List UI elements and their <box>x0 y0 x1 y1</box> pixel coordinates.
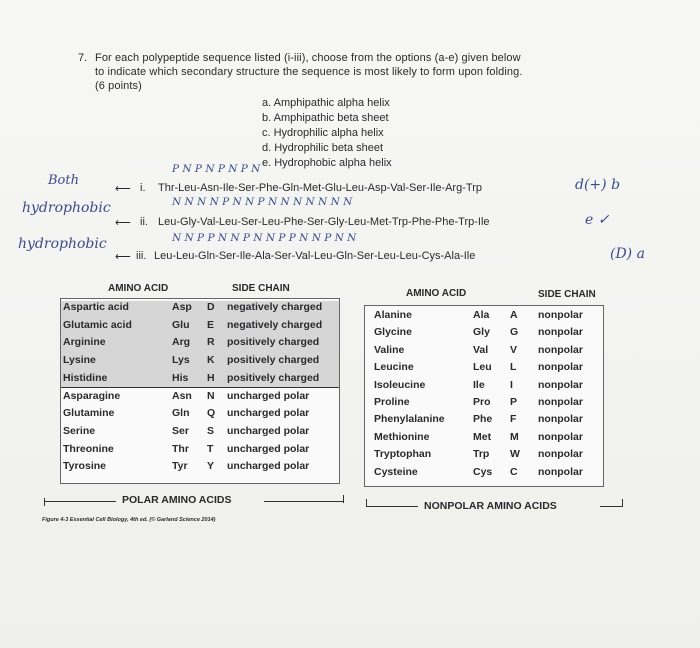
cell-abbr: Thr <box>172 442 189 455</box>
cell-name: Valine <box>374 343 405 356</box>
cell-code: V <box>510 343 518 356</box>
handwritten-hydrophobic-iii: hydrophobic <box>18 236 107 252</box>
bracket-line <box>600 506 622 507</box>
cell-name: Isoleucine <box>374 378 426 391</box>
cell-name: Alanine <box>374 309 412 321</box>
cell-abbr: His <box>172 371 189 384</box>
cell-abbr: Tyr <box>172 460 188 473</box>
cell-name: Asparagine <box>63 389 121 402</box>
bracket-line <box>264 501 344 502</box>
handwritten-marks-i: P N P N P N P N <box>172 163 261 175</box>
bracket-left <box>44 498 45 506</box>
polar-label: POLAR AMINO ACIDS <box>122 494 232 506</box>
cell-code: T <box>207 442 214 455</box>
cell-code: N <box>207 389 215 402</box>
arrow-icon: ⟵ <box>115 217 131 229</box>
question-line-1: For each polypeptide sequence listed (i-iii), choose from the options (a-e) given below <box>95 52 521 64</box>
cell-abbr: Arg <box>172 336 191 349</box>
option-b: b. Amphipathic beta sheet <box>262 112 389 124</box>
cell-abbr: Pro <box>473 396 491 408</box>
cell-name: Threonine <box>63 442 114 455</box>
header-side-chain-nonpolar: SIDE CHAIN <box>538 289 596 300</box>
sequence-i-number: i. <box>140 182 146 194</box>
arrow-icon: ⟵ <box>115 251 131 263</box>
cell-abbr: Gly <box>473 326 490 339</box>
cell-name: Methionine <box>374 430 430 443</box>
question-line-2: to indicate which secondary structure the sequence is most likely to form upon folding. <box>95 66 523 78</box>
sequence-ii-number: ii. <box>140 216 148 228</box>
bracket-right <box>622 499 623 507</box>
cell-chain: nonpolar <box>538 448 583 461</box>
cell-code: Q <box>207 407 216 420</box>
cell-abbr: Lys <box>172 354 190 367</box>
cell-code: W <box>510 448 520 461</box>
option-a: a. Amphipathic alpha helix <box>262 97 390 109</box>
cell-chain: nonpolar <box>538 361 583 374</box>
cell-code: D <box>207 301 215 313</box>
cell-chain: nonpolar <box>538 396 583 408</box>
cell-chain: negatively charged <box>227 318 323 331</box>
handwritten-marks-iii: N N P P N N P N N P P N N P N N <box>172 232 357 244</box>
cell-abbr: Cys <box>473 465 493 478</box>
cell-code: L <box>510 361 517 374</box>
question-number: 7. <box>78 52 88 64</box>
cell-abbr: Asn <box>172 389 192 402</box>
sequence-ii: Leu-Gly-Val-Leu-Ser-Leu-Phe-Ser-Gly-Leu-Met-Trp-Phe-Phe-Trp-Ile <box>158 216 490 228</box>
cell-name: Arginine <box>63 336 106 349</box>
nonpolar-label: NONPOLAR AMINO ACIDS <box>424 500 557 512</box>
cell-abbr: Asp <box>172 301 192 313</box>
cell-code: I <box>510 378 513 391</box>
handwritten-hydrophobic-ii: hydrophobic <box>22 200 111 216</box>
cell-chain: positively charged <box>227 371 320 384</box>
cell-abbr: Phe <box>473 413 493 426</box>
cell-abbr: Glu <box>172 318 190 331</box>
cell-code: G <box>510 326 519 339</box>
cell-code: H <box>207 371 215 384</box>
cell-code: Y <box>207 460 215 473</box>
cell-name: Phenylalanine <box>374 413 445 426</box>
cell-name: Glutamine <box>63 407 115 420</box>
handwritten-answer-ii: e ✓ <box>585 212 610 228</box>
cell-name: Lysine <box>63 354 96 367</box>
cell-abbr: Met <box>473 430 492 443</box>
header-side-chain-polar: SIDE CHAIN <box>232 283 290 294</box>
handwritten-answer-i: d(+) b <box>575 177 621 193</box>
cell-code: K <box>207 354 215 367</box>
figure-caption: Figure 4-3 Essential Cell Biology, 4th ed. (© Garland Science 2014) <box>42 517 216 523</box>
cell-chain: nonpolar <box>538 413 583 426</box>
cell-abbr: Val <box>473 343 489 356</box>
cell-code: E <box>207 318 215 331</box>
header-amino-acid-nonpolar: AMINO ACID <box>406 288 467 299</box>
cell-chain: nonpolar <box>538 343 583 356</box>
cell-name: Tryptophan <box>374 448 432 461</box>
cell-chain: negatively charged <box>227 301 323 313</box>
sequence-iii-number: iii. <box>136 250 147 262</box>
handwritten-marks-ii: N N N N P N N P N N N N N N N <box>172 196 353 208</box>
cell-abbr: Trp <box>473 448 490 461</box>
cell-chain: uncharged polar <box>227 424 310 437</box>
cell-abbr: Ser <box>172 424 189 437</box>
cell-code: R <box>207 336 215 349</box>
cell-code: S <box>207 424 215 437</box>
cell-chain: uncharged polar <box>227 442 310 455</box>
question-points: (6 points) <box>95 80 142 92</box>
cell-name: Cysteine <box>374 465 418 478</box>
cell-abbr: Ile <box>473 378 485 391</box>
handwritten-both: Both <box>48 173 79 188</box>
handwritten-answer-iii: (D) a <box>610 246 645 262</box>
cell-name: Aspartic acid <box>63 301 129 313</box>
cell-chain: nonpolar <box>538 326 583 339</box>
cell-code: C <box>510 465 518 478</box>
bracket-right <box>343 495 344 503</box>
option-d: d. Hydrophilic beta sheet <box>262 142 384 154</box>
cell-abbr: Gln <box>172 407 190 420</box>
cell-name: Serine <box>63 424 96 437</box>
bracket-line <box>366 506 418 507</box>
cell-chain: nonpolar <box>538 378 583 391</box>
cell-code: F <box>510 413 517 426</box>
divider <box>61 387 339 388</box>
cell-name: Histidine <box>63 371 108 384</box>
cell-chain: nonpolar <box>538 309 583 321</box>
cell-name: Glycine <box>374 326 412 339</box>
cell-chain: uncharged polar <box>227 389 310 402</box>
option-c: c. Hydrophilic alpha helix <box>262 127 384 139</box>
cell-name: Leucine <box>374 361 414 374</box>
sequence-iii: Leu-Leu-Gln-Ser-Ile-Ala-Ser-Val-Leu-Gln-Ser-Leu-Leu-Cys-Ala-Ile <box>154 250 476 262</box>
cell-chain: positively charged <box>227 354 320 367</box>
cell-code: A <box>510 309 518 321</box>
cell-chain: uncharged polar <box>227 460 310 473</box>
cell-chain: positively charged <box>227 336 320 349</box>
bracket-line <box>44 501 116 502</box>
option-e: e. Hydrophobic alpha helix <box>262 157 392 169</box>
cell-code: M <box>510 430 519 443</box>
cell-name: Tyrosine <box>63 460 106 473</box>
sequence-i: Thr-Leu-Asn-Ile-Ser-Phe-Gln-Met-Glu-Leu-Asp-Val-Ser-Ile-Arg-Trp <box>158 182 482 194</box>
cell-abbr: Ala <box>473 309 490 321</box>
cell-abbr: Leu <box>473 361 492 374</box>
cell-name: Proline <box>374 396 410 408</box>
cell-name: Glutamic acid <box>63 318 132 331</box>
cell-chain: uncharged polar <box>227 407 310 420</box>
arrow-icon: ⟵ <box>115 183 131 195</box>
cell-chain: nonpolar <box>538 465 583 478</box>
cell-chain: nonpolar <box>538 430 583 443</box>
cell-code: P <box>510 396 518 408</box>
header-amino-acid-polar: AMINO ACID <box>108 283 169 294</box>
